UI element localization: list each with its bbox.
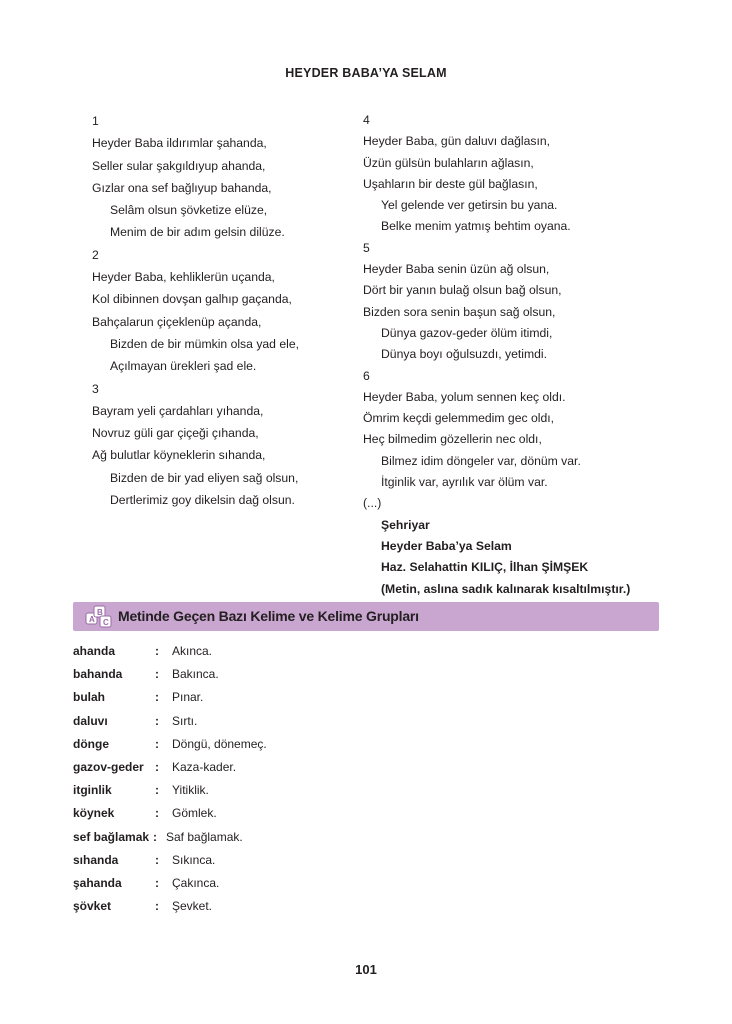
glossary-colon: : [155, 690, 159, 705]
glossary-colon: : [155, 736, 159, 751]
poem-line: Bayram yeli çardahları yıhanda, [92, 403, 264, 418]
credit-line: Haz. Selahattin KILIÇ, İlhan ŞİMŞEK [381, 560, 589, 575]
credit-line: (Metin, aslına sadık kalınarak kısaltılmıştır.) [381, 581, 631, 596]
glossary-term: sef bağlamak [73, 829, 150, 844]
poem-line: Bizden de bir yad eliyen sağ olsun, [110, 470, 299, 485]
poem-line: Menim de bir adım gelsin dilüze. [110, 225, 285, 240]
glossary-definition: Bakınca. [172, 667, 219, 682]
poem-line: Dünya boyı oğulsuzdı, yetimdi. [381, 347, 547, 362]
poem-line: İtginlik var, ayrılık var ölüm var. [381, 475, 548, 490]
poem-line: Gızlar ona sef bağlıyup bahanda, [92, 180, 272, 195]
glossary-definition: Sıkınca. [172, 852, 216, 867]
credit-line: Heyder Baba’ya Selam [381, 538, 512, 553]
glossary-definition: Yitiklik. [172, 783, 209, 798]
glossary-heading: Metinde Geçen Bazı Kelime ve Kelime Grupları [118, 608, 419, 624]
glossary-term: şövket [73, 899, 112, 914]
svg-text:C: C [103, 618, 109, 627]
glossary-colon: : [155, 713, 159, 728]
poem-line: Bizden de bir mümkin olsa yad ele, [110, 336, 300, 351]
poem-line: 5 [363, 240, 370, 255]
glossary-term: dönge [73, 736, 109, 751]
glossary-term: gazov-geder [73, 759, 144, 774]
poem-line: Belke menim yatmış behtim oyana. [381, 219, 571, 234]
glossary-term: bahanda [73, 667, 123, 682]
glossary-colon: : [153, 829, 157, 844]
poem-line: Dertlerimiz goy dikelsin dağ olsun. [110, 493, 295, 508]
poem-line: Uşahların bir deste gül bağlasın, [363, 176, 538, 191]
poem-line: Üzün gülsün bulahların ağlasın, [363, 155, 534, 170]
poem-line: Novruz güli gar çiçeği çıhanda, [92, 426, 259, 441]
glossary-colon: : [155, 899, 159, 914]
svg-text:B: B [97, 608, 103, 617]
poem-line: Dört bir yanın bulağ olsun bağ olsun, [363, 283, 562, 298]
poem-line: Ömrim keçdi gelemmedim gec oldı, [363, 411, 554, 426]
poem-line: Seller sular şakgıldıyup ahanda, [92, 158, 266, 173]
poem-line: 6 [363, 368, 370, 383]
poem-line: Selâm olsun şövketize elüze, [110, 203, 268, 218]
poem-line: Heyder Baba, yolum sennen keç oldı. [363, 389, 566, 404]
glossary-definition: Döngü, dönemeç. [172, 736, 267, 751]
glossary-term: şahanda [73, 875, 122, 890]
poem-line: 3 [92, 381, 99, 396]
glossary-definition: Saf bağlamak. [166, 829, 243, 844]
poem-line: Kol dibinnen dovşan galhıp gaçanda, [92, 292, 292, 307]
glossary-colon: : [155, 644, 159, 658]
poem-line: Heyder Baba ildırımlar şahanda, [92, 136, 267, 151]
glossary-colon: : [155, 783, 159, 798]
poem-title: HEYDER BABA’YA SELAM [285, 66, 447, 80]
glossary-definition: Kaza-kader. [172, 759, 237, 774]
glossary-colon: : [155, 759, 159, 774]
svg-text:A: A [89, 615, 95, 624]
abc-blocks-icon [85, 604, 115, 630]
poem-left-column [92, 110, 342, 511]
glossary-term: bulah [73, 690, 105, 705]
glossary-term: sıhanda [73, 852, 119, 867]
poem-line: Bahçalarun çiçeklenüp açanda, [92, 314, 262, 329]
page-number: 101 [355, 962, 377, 977]
poem-line: Heyder Baba, kehliklerün uçanda, [92, 270, 275, 285]
glossary-colon: : [155, 875, 159, 890]
glossary-banner [73, 602, 659, 631]
glossary-definition: Gömlek. [172, 806, 217, 821]
poem-line: Bilmez idim döngeler var, dönüm var. [381, 453, 581, 468]
credit-line: Şehriyar [381, 517, 430, 532]
poem-line: 1 [92, 114, 99, 128]
poem-line: 2 [92, 247, 99, 262]
poem-line: Heyder Baba senin üzün ağ olsun, [363, 262, 550, 277]
poem-line: Yel gelende ver getirsin bu yana. [381, 198, 558, 213]
glossary-term: daluvı [73, 713, 108, 728]
poem-line: Bizden sora senin başun sağ olsun, [363, 304, 556, 319]
poem-line: Dünya gazov-geder ölüm itimdi, [381, 325, 553, 340]
poem-line: (...) [363, 496, 382, 511]
poem-line: Heç bilmedim gözellerin nec oldı, [363, 432, 542, 447]
glossary-term: itginlik [73, 783, 112, 798]
glossary-definition: Sırtı. [172, 713, 198, 728]
glossary-colon: : [155, 852, 159, 867]
glossary-term: ahanda [73, 644, 116, 658]
poem-line: Ağ bulutlar köyneklerin sıhanda, [92, 448, 266, 463]
poem-line: 4 [363, 113, 370, 127]
glossary-definition: Çakınca. [172, 875, 220, 890]
glossary-definition: Akınca. [172, 644, 213, 658]
poem-line: Heyder Baba, gün daluvı dağlasın, [363, 134, 551, 149]
glossary-definition: Pınar. [172, 690, 204, 705]
glossary-colon: : [155, 667, 159, 682]
glossary-colon: : [155, 806, 159, 821]
glossary-definition: Şevket. [172, 899, 213, 914]
poem-right-column [363, 110, 693, 600]
glossary-term: köynek [73, 806, 115, 821]
poem-line: Açılmayan ürekleri şad ele. [110, 359, 257, 374]
